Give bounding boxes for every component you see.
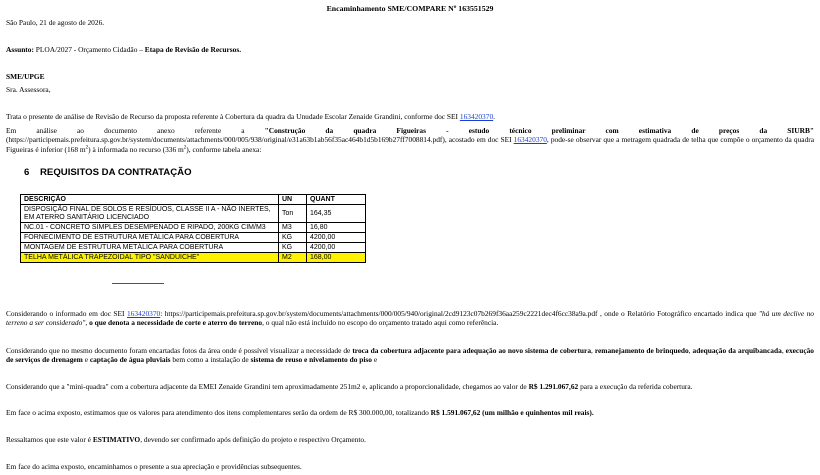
cell-description: TELHA METÁLICA TRAPEZOIDAL TIPO "SANDUICHE": [21, 253, 279, 263]
considering2-sep-3: ,: [781, 346, 786, 355]
considering2-bold-5: captação de água pluviais: [89, 355, 171, 365]
analysis-paragraph: [6, 126, 814, 154]
considering2-bold-6: sistema de reuso e nivelamento do piso: [250, 355, 372, 365]
considering1-text-3: ,: [85, 318, 90, 328]
analysis-text-4: ), conforme tabela anexa:: [186, 144, 262, 154]
considering2-sep-4: e: [82, 355, 90, 365]
summary-text-1: Em face o acima exposto, estimamos que os valores para atendimento dos itens complementares serão da ordem de R$ 300.000,00, totalizando: [6, 408, 431, 417]
considering2-bold-2: remanejamento de brinquedo: [594, 346, 689, 355]
intro-paragraph: [6, 112, 814, 121]
cell-description: MONTAGEM DE ESTRUTURA METÁLICA PARA COBERTURA: [21, 243, 279, 253]
summary-bold: R$ 1.591.067,62 (um milhão e quinhentos mil reais).: [430, 408, 594, 417]
superscript: 2: [183, 145, 187, 151]
section-title: REQUISITOS DA CONTRATAÇÃO: [40, 167, 192, 178]
intro-end: .: [493, 112, 495, 121]
cell-unit: M2: [279, 253, 307, 263]
cell-quantity: 16,80: [307, 223, 366, 233]
cell-quantity: 4200,00: [307, 243, 366, 253]
column-header-quantity: QUANT: [307, 195, 366, 205]
section-heading: [24, 167, 192, 179]
considering2-bold-3: adequação da arquibancada: [692, 346, 782, 355]
table-row: [21, 223, 366, 233]
subject-line: [6, 45, 241, 54]
caveat-text-2: , devendo ser confirmado após definição do projeto e respectivo Orçamento.: [140, 435, 366, 444]
considering3-bold: R$ 1.291.067,62: [528, 382, 579, 391]
section-number: 6: [24, 167, 30, 178]
cell-description: DISPOSIÇÃO FINAL DE SOLOS E RESÍDUOS, CLASSE II A - NÃO INERTES, EM ATERRO SANITÁRIO LICENCIADO: [21, 205, 279, 223]
column-header-unit: UN: [279, 195, 307, 205]
cell-description: FORNECIMENTO DE ESTRUTURA METÁLICA PARA COBERTURA: [21, 233, 279, 243]
considering2-sep-6: e: [371, 355, 378, 365]
considering-paragraph-1: [6, 309, 814, 328]
considering2-sep-5: bem como a instalação de: [170, 355, 251, 365]
table-row-highlighted: [21, 253, 366, 263]
considering-paragraph-3: [6, 382, 814, 391]
considering1-bold: o que denota a necessidade de corte e aterro do terreno: [89, 318, 263, 328]
caveat-text-1: Ressaltamos que este valor é: [6, 435, 93, 444]
table-row: [21, 233, 366, 243]
cell-unit: KG: [279, 243, 307, 253]
cell-quantity: 168,00: [307, 253, 366, 263]
sei-link[interactable]: 163420370: [126, 309, 161, 318]
sei-link[interactable]: 163420370: [513, 135, 547, 145]
column-header-description: DESCRIÇÃO: [21, 195, 279, 205]
recipient-unit: SME/UPGE: [6, 72, 45, 81]
analysis-text-2: , pode-se observar que a metragem quadrada de telha que compõe o orçamento da quadra Figueiras é inferior (168 m: [6, 135, 814, 154]
requirements-table: [20, 194, 366, 263]
considering3-text-1: Considerando que a "mini-quadra" com a cobertura adjacente da EMEI Zenaide Grandini tem aproximadamente 251m2 e, aplicando a proporcionalidade, chegamos ao valor de: [6, 382, 529, 391]
sei-link[interactable]: 163420370: [459, 112, 494, 121]
subject-bold: Etapa de Revisão de Recursos.: [144, 45, 242, 54]
salutation: Sra. Assessora,: [6, 85, 51, 94]
considering1-text-4: , o qual não está incluído no escopo do orçamento tratado aqui como referência.: [262, 318, 499, 328]
considering2-sep-2: ,: [688, 346, 693, 355]
considering2-bold-1: troca da cobertura adjacente para adequação ao novo sistema de cobertura: [352, 346, 592, 355]
table-header-row: [21, 195, 366, 205]
cell-quantity: 4200,00: [307, 233, 366, 243]
cell-unit: KG: [279, 233, 307, 243]
red-underline-mark: [112, 283, 164, 284]
cell-unit: M3: [279, 223, 307, 233]
considering2-bold-4: execução de serviços de drenagem: [6, 346, 814, 365]
cell-unit: Ton: [279, 205, 307, 223]
cell-quantity: 164,35: [307, 205, 366, 223]
date-line: São Paulo, 21 de agosto de 2026.: [6, 18, 105, 27]
document-title: Encaminhamento SME/COMPARE Nº 163551529: [326, 4, 494, 13]
caveat-paragraph: [6, 435, 814, 444]
table-row: [21, 243, 366, 253]
subject-text: PLOA/2027 - Orçamento Cidadão –: [33, 45, 145, 54]
considering1-text-2: : https://participemais.prefeitura.sp.gov.br/system/documents/attachments/000/005/940/original/2cd9123c07b269f36aa259c2221dec4f6cc38a9a.pdf , onde o Relatório Fotográfico encartado indica que: [160, 309, 759, 318]
analysis-doc-name: "Construção da quadra Figueiras - estudo técnico preliminar com estimativa de preços da SIURB": [264, 126, 814, 135]
cell-description: NC.01 - CONCRETO SIMPLES DESEMPENADO E RIPADO, 200KG CIM/M3: [21, 223, 279, 233]
summary-paragraph: [6, 408, 814, 417]
intro-text: Trata o presente de análise de Revisão de Recurso da proposta referente à Cobertura da quadra da Unudade Escolar Zenaide Grandini, conforme doc SEI: [6, 112, 460, 121]
considering2-text-1: Considerando que no mesmo documento foram encartadas fotos da área onde é possível visualizar a necessidade de: [6, 346, 353, 355]
subject-label: Assunto:: [6, 45, 34, 54]
analysis-text-1: Em análise ao documento anexo referente a: [6, 126, 265, 135]
considering3-text-2: para a execução da referida cobertura.: [578, 382, 693, 391]
analysis-link-text: (https://participemais.prefeitura.sp.gov.br/system/documents/attachments/000/005/938/original/e31a63b1ab56f35ac464b1d5b169b27ff7008814.pdf), acostado em doc SEI: [6, 135, 514, 145]
closing-paragraph: Em face do acima exposto, encaminhamos o presente a sua apreciação e providências subsequentes.: [6, 462, 302, 471]
superscript: 2: [85, 145, 89, 151]
considering-paragraph-2: [6, 346, 814, 365]
considering1-text-1: Considerando o informado em doc SEI: [6, 309, 127, 318]
considering2-sep-1: ,: [591, 346, 595, 355]
considering1-quote: "há um declive no terreno a ser considerado": [6, 309, 814, 328]
analysis-text-3: ) à informada no recurso (336 m: [88, 144, 184, 154]
caveat-bold: ESTIMATIVO: [92, 435, 141, 444]
table-row: [21, 205, 366, 223]
